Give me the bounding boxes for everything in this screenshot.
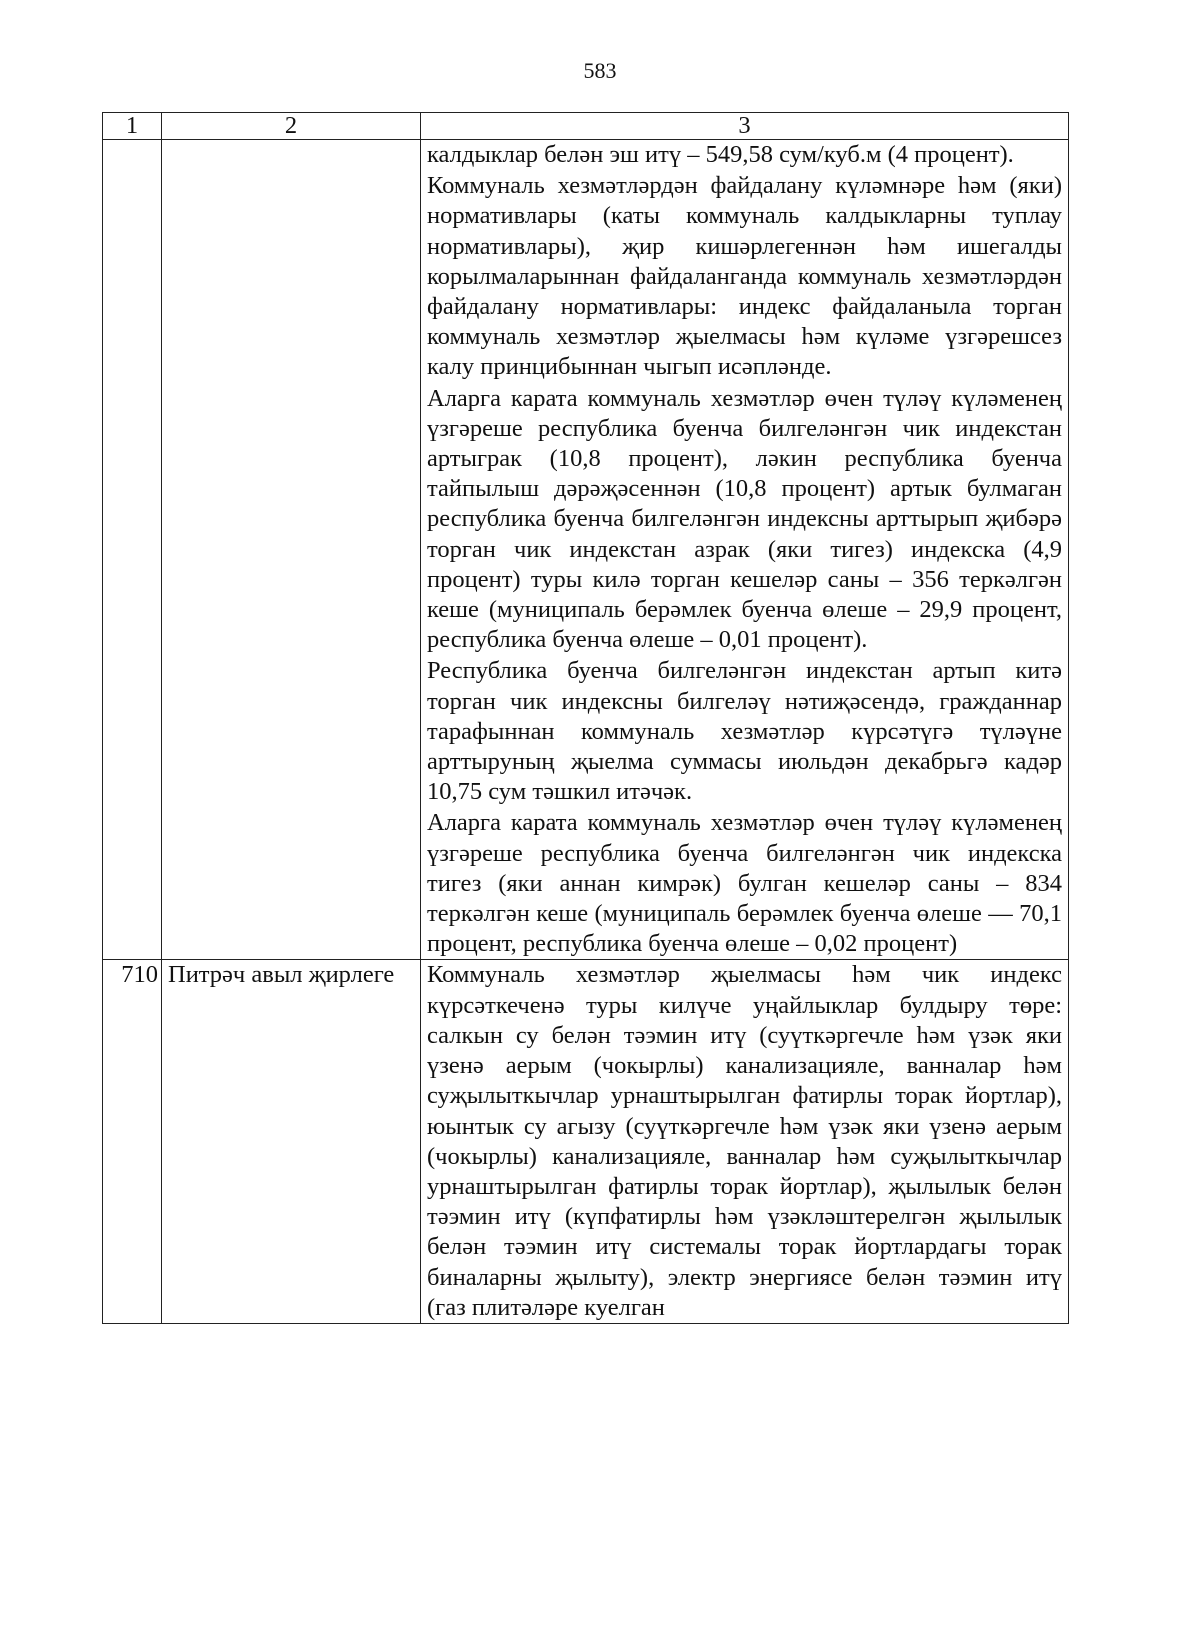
row-number-cell: 710 [103,960,162,1323]
data-table [102,112,1069,1324]
description-cell [421,140,1069,960]
description-paragraph: Аларга карата коммуналь хезмәтләр өчен түләү күләменең үзгәреше республика буенча билгеләнгән чик индекстан артыграк (10,8 процент), ләкин республика буенча тайпылыш дәрәҗәсеннән (10,8 процент) артык булмаган республика буенча билгеләнгән индексны арттырып җибәрә торган чик индекстан азрак (яки тигез) индекска (4,9 процент) туры килә торган кешеләр саны – 356 теркәлгән кеше (муниципаль берәмлек буенча өлеше – 29,9 процент, республика буенча өлеше – 0,01 процент). [427,384,1062,654]
settlement-name-cell: Питрәч авыл җирлеге [162,960,421,1323]
column-header-2: 2 [162,113,421,140]
description-paragraph: Республика буенча билгеләнгән индекстан артып китә торган чик индексны билгеләү нәтиҗәсендә, гражданнар тарафыннан коммуналь хезмәтләр күрсәтүгә түләүне арттыруның җыелма суммасы июльдән декабрьгә кадәр 10,75 сум тәшкил итәчәк. [427,657,1062,806]
table-row [103,960,1069,1323]
description-paragraph: Коммуналь хезмәтләр җыелмасы һәм чик индекс күрсәткеченә туры килүче уңайлыклар булдыру төре: салкын су белән тәэмин итү (суүткәргечле һәм үзәк яки үзенә аерым (чокырлы) канализацияле, ванналар һәм суҗылыткычлар урнаштырылган фатирлы торак йортлар), юынтык су агызу (суүткәргечле һәм үзәк яки үзенә аерым (чокырлы) канализацияле, ванналар һәм суҗылыткычлар урнаштырылган фатирлы торак йортлар), җылылык белән тәэмин итү (күпфатирлы һәм үзәкләштерелгән җылылык белән тәэмин итү системалы торак йортлардагы торак биналарны җылыту), электр энергиясе белән тәэмин итү (газ плитәләре куелган [427,961,1062,1321]
settlement-name-cell [162,140,421,960]
description-paragraph: Аларга карата коммуналь хезмәтләр өчен түләү күләменең үзгәреше республика буенча билгеләнгән чик индекска тигез (яки аннан кимрәк) булган кешеләр саны – 834 теркәлгән кеше (муниципаль берәмлек буенча өлеше — 70,1 процент, республика буенча өлеше – 0,02 процент) [427,809,1062,958]
page-number: 583 [583,58,617,83]
row-number-cell [103,140,162,960]
column-header-3: 3 [421,113,1069,140]
table-header-row [103,113,1069,140]
table-row [103,140,1069,960]
description-cell [421,960,1069,1323]
column-header-1: 1 [103,113,162,140]
description-paragraph: калдыклар белән эш итү – 549,58 сум/куб.м (4 процент). [427,141,1014,168]
description-paragraph: Коммуналь хезмәтләрдән файдалану күләмнәре һәм (яки) нормативлары (каты коммуналь калдыкларны туплау нормативлары), җир кишәрлегеннән һәм ишегалды корылмаларыннан файдаланганда коммуналь хезмәтләрдән файдалану нормативлары: индекс файдаланыла торган коммуналь хезмәтләр җыелмасы һәм күләме үзгәрешсез калу принцибыннан чыгып исәпләнде. [427,172,1062,381]
